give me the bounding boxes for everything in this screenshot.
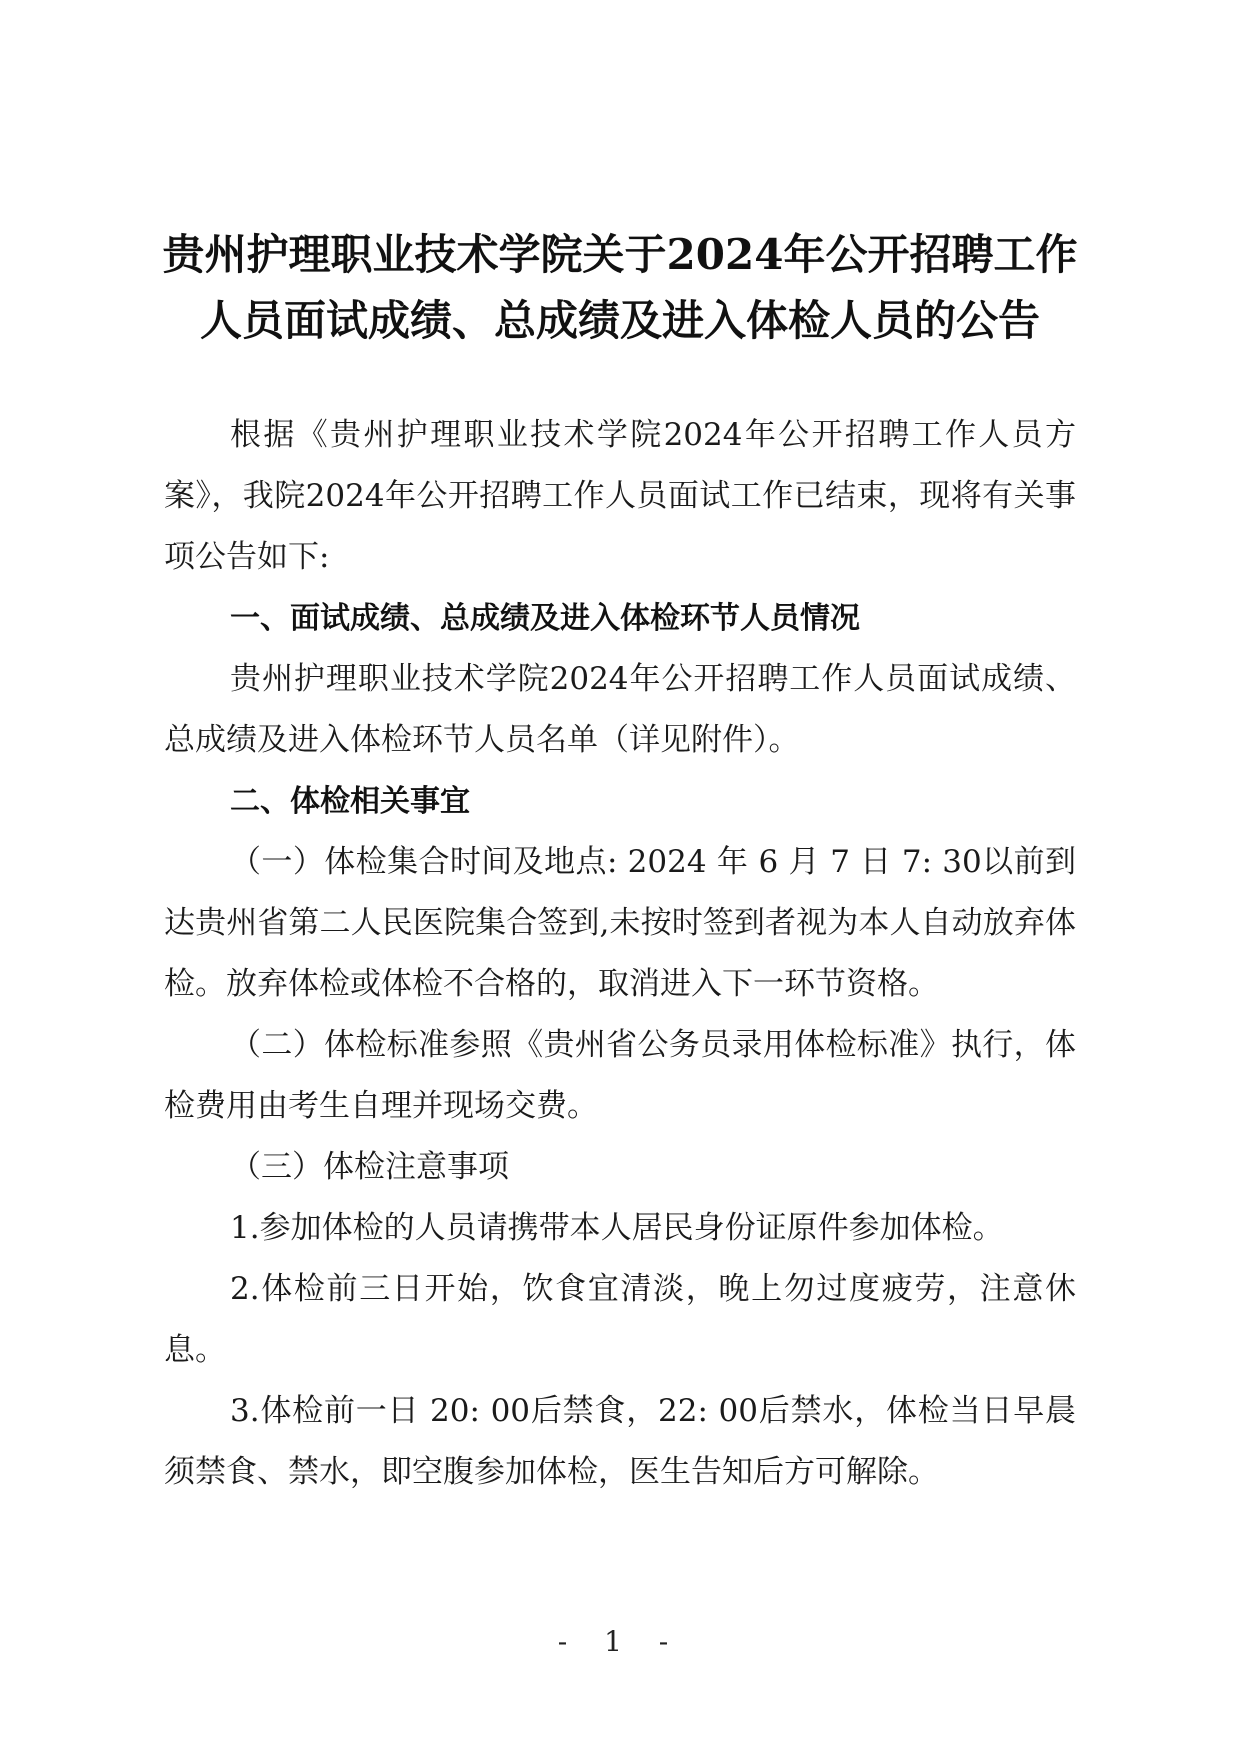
exam-note-1: 1.参加体检的人员请携带本人居民身份证原件参加体检。 (230, 1210, 1004, 1246)
section-1-paragraph: 贵州护理职业技术学院2024年公开招聘工作人员面试成绩、总成绩及进入体检环节人员名单（详见附件）。 (164, 661, 1076, 758)
page-number: - 1 - (557, 1625, 683, 1658)
exam-notes-heading: （三）体检注意事项 (230, 1149, 509, 1185)
exam-note-2: 2.体检前三日开始，饮食宜清淡，晚上勿过度疲劳，注意休息。 (164, 1271, 1076, 1368)
exam-time-location-paragraph: （一）体检集合时间及地点: 2024 年 6 月 7 日 7: 30以前到达贵州省第二人民医院集合签到,未按时签到者视为本人自动放弃体检。放弃体检或体检不合格的，取消进入下一环节资格。 (164, 844, 1076, 1002)
section-2-heading: 二、体检相关事宜 (230, 784, 470, 819)
section-1-heading: 一、面试成绩、总成绩及进入体检环节人员情况 (230, 601, 860, 636)
document-body (164, 405, 1076, 1503)
exam-standard-paragraph: （二）体检标准参照《贵州省公务员录用体检标准》执行，体检费用由考生自理并现场交费。 (164, 1027, 1076, 1124)
document-title (150, 222, 1090, 354)
title-line-2: 人员面试成绩、总成绩及进入体检人员的公告 (199, 296, 1040, 345)
intro-paragraph: 根据《贵州护理职业技术学院2024年公开招聘工作人员方案》，我院2024年公开招聘工作人员面试工作已结束，现将有关事项公告如下: (164, 417, 1076, 575)
title-line-1: 贵州护理职业技术学院关于2024年公开招聘工作 (162, 230, 1078, 279)
exam-note-3: 3.体检前一日 20: 00后禁食，22: 00后禁水，体检当日早晨须禁食、禁水，即空腹参加体检，医生告知后方可解除。 (164, 1393, 1076, 1490)
